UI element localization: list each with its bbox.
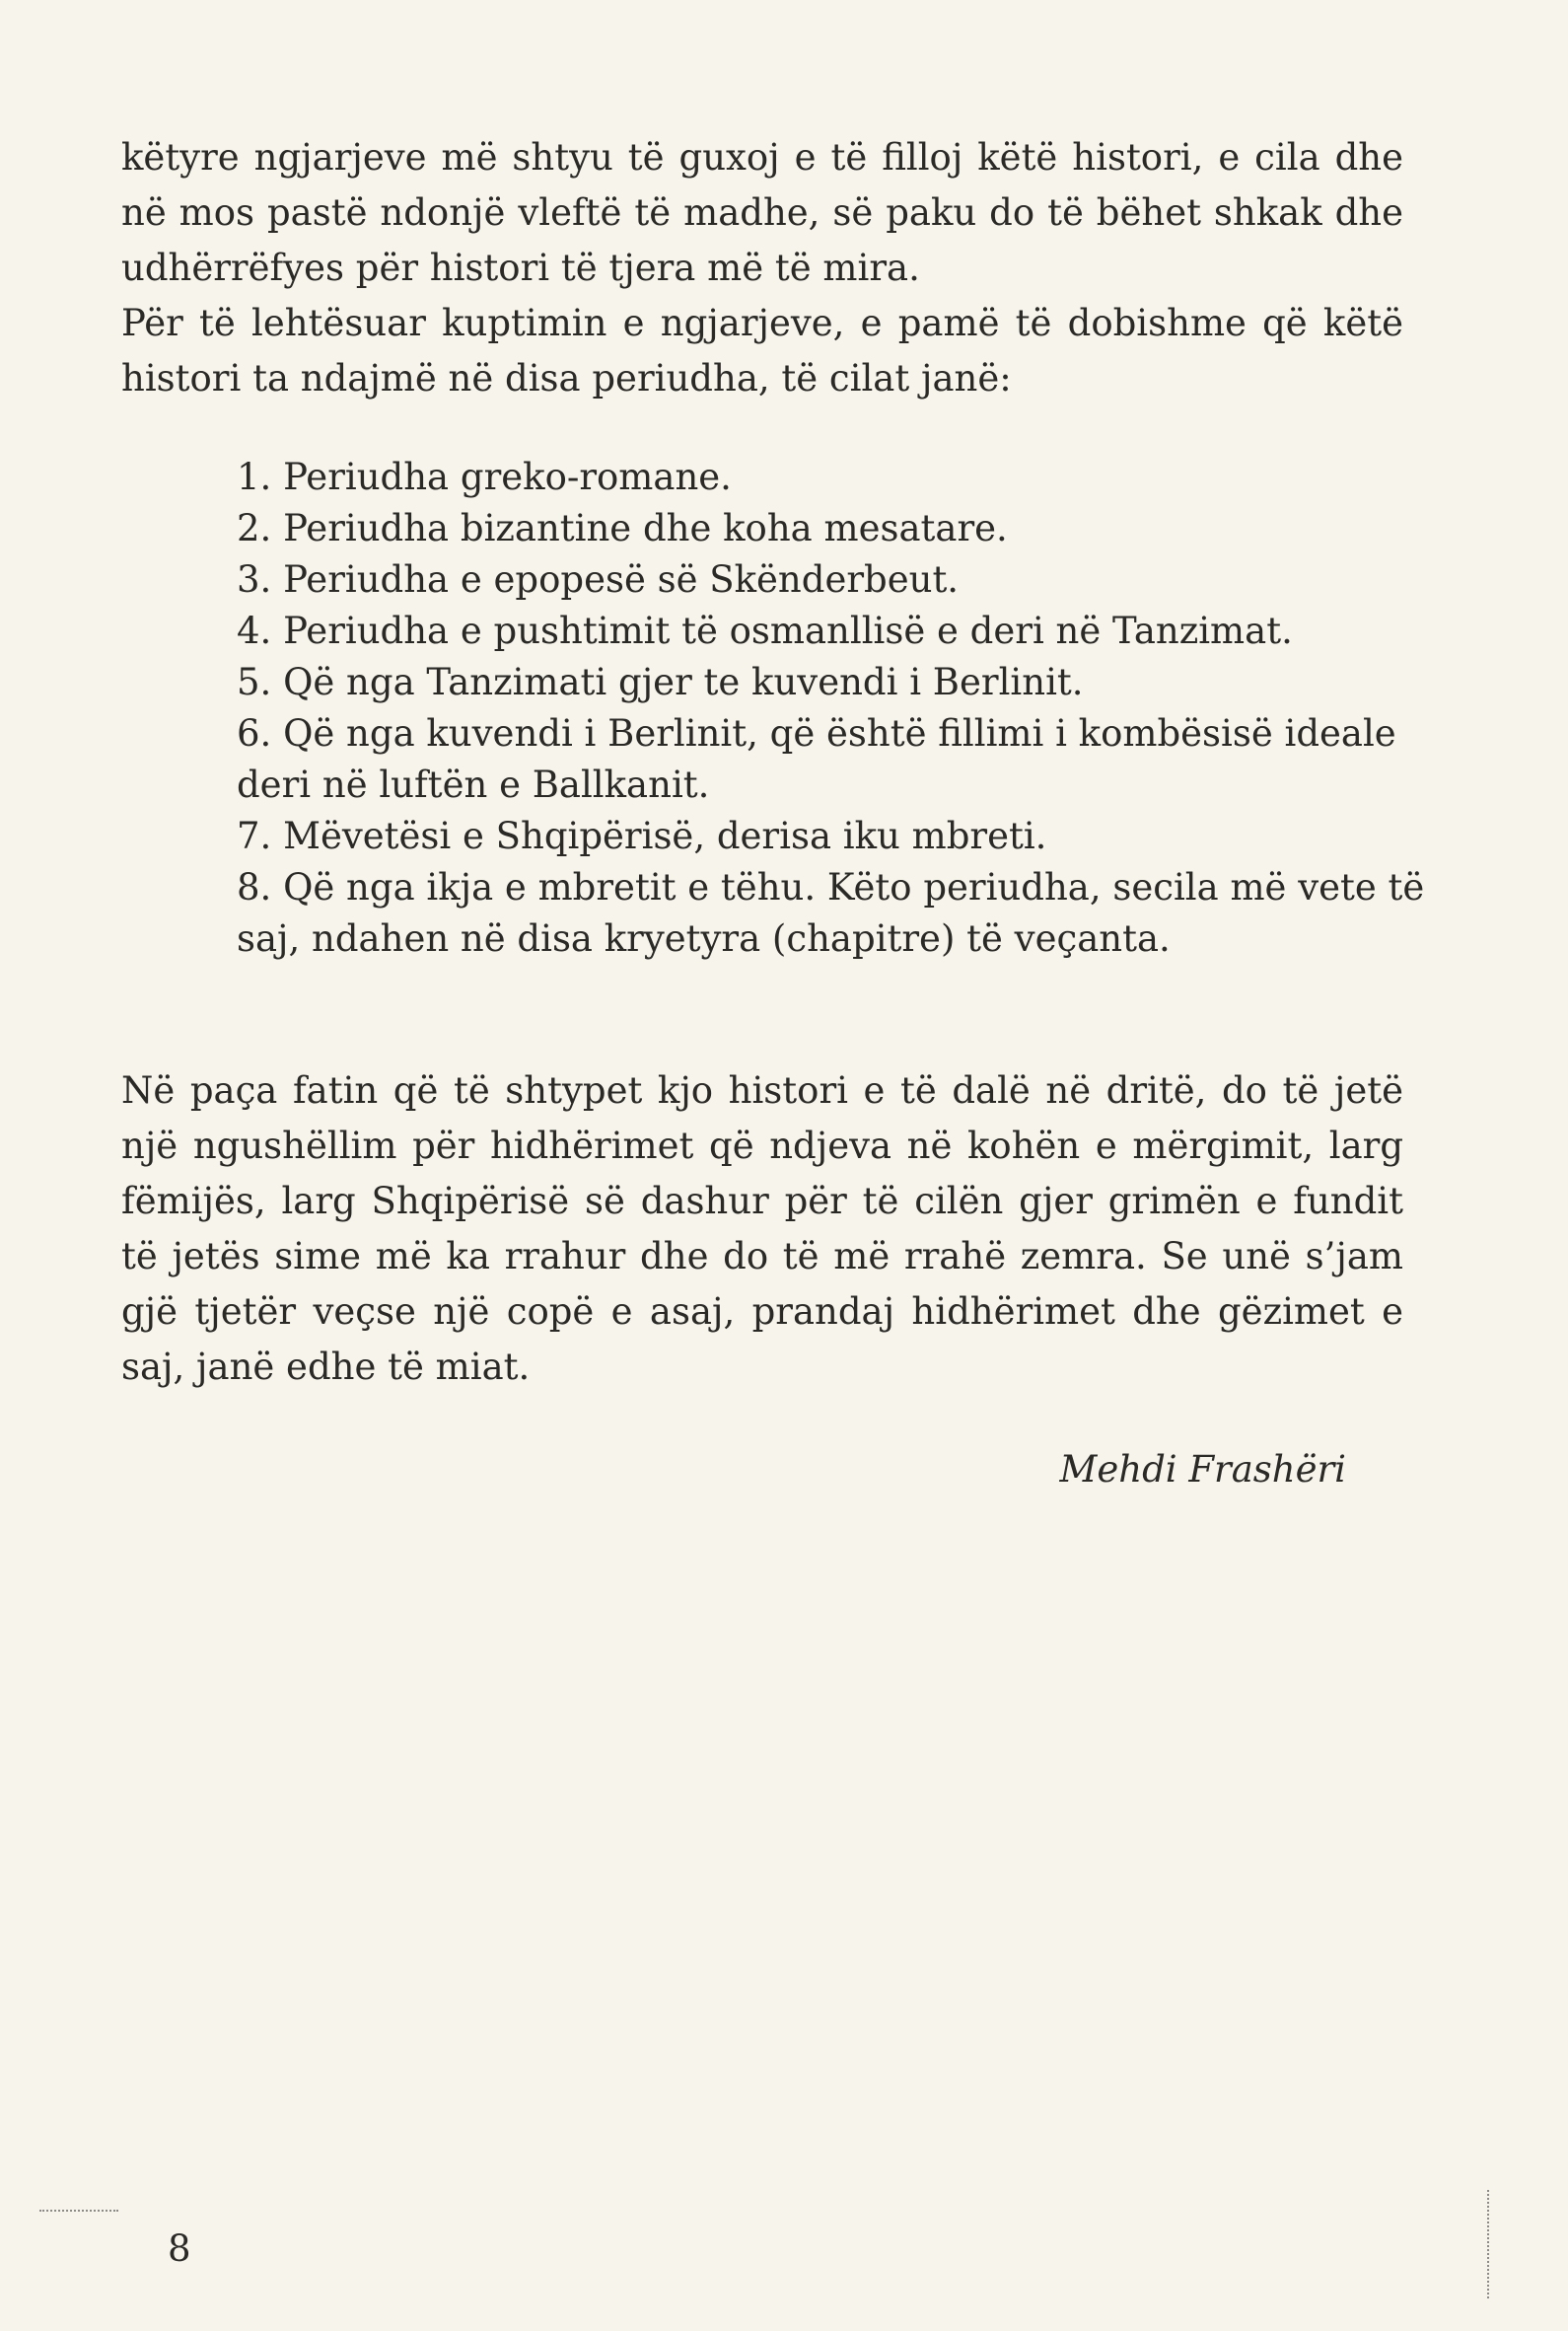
period-item-4: 4. Periudha e pushtimit të osmanllisë e deri në Tanzimat. [237, 610, 1293, 652]
closing-paragraph: Në paça fatin që të shtypet kjo histori e të dalë në dritë, do të jetë një ngushëllim për hidhërimet që ndjeva në kohën e mërgimit, larg fëmijës, larg Shqipërisë së dashur për të cilën gjer grimën e fundit të jetës sime më ka rrahur dhe do të më rrahë zemra. Se unë s’jam gjë tjetër veçse një copë e asaj, prandaj hidhërimet dhe gëzimet e saj, janë edhe të miat. [121, 1069, 1403, 1388]
scan-edge-mark-left [39, 2210, 118, 2212]
period-item-7: 7. Mëvetësi e Shqipërisë, derisa iku mbreti. [237, 815, 1047, 857]
period-list [237, 452, 1440, 965]
scan-edge-mark-right [1487, 2190, 1489, 2298]
period-item-3: 3. Periudha e epopesë së Skënderbeut. [237, 558, 960, 601]
period-item-2: 2. Periudha bizantine dhe koha mesatare. [237, 507, 1008, 549]
closing-section [121, 1063, 1403, 1395]
period-item-8: 8. Që nga ikja e mbretit e tëhu. Këto periudha, secila më vete të saj, ndahen në disa kryetyra (chapitre) të veçanta. [237, 866, 1425, 960]
intro-paragraph-2: Për të lehtësuar kuptimin e ngjarjeve, e pamë të dobishme që këtë histori ta ndajmë në disa periudha, të cilat janë: [121, 302, 1403, 400]
intro-section [121, 130, 1403, 406]
period-item-1: 1. Periudha greko-romane. [237, 456, 732, 498]
author-signature: Mehdi Frashëri [1059, 1448, 1346, 1491]
intro-paragraph-1: këtyre ngjarjeve më shtyu të guxoj e të filloj këtë histori, e cila dhe në mos pastë ndonjë vleftë të madhe, së paku do të bëhet shkak dhe udhërrëfyes për histori të tjera më të mira. [121, 136, 1403, 289]
page-number: 8 [168, 2227, 191, 2270]
period-item-6: 6. Që nga kuvendi i Berlinit, që është fillimi i kombësisë ideale deri në luftën e Ballkanit. [237, 712, 1396, 806]
period-item-5: 5. Që nga Tanzimati gjer te kuvendi i Berlinit. [237, 661, 1084, 703]
